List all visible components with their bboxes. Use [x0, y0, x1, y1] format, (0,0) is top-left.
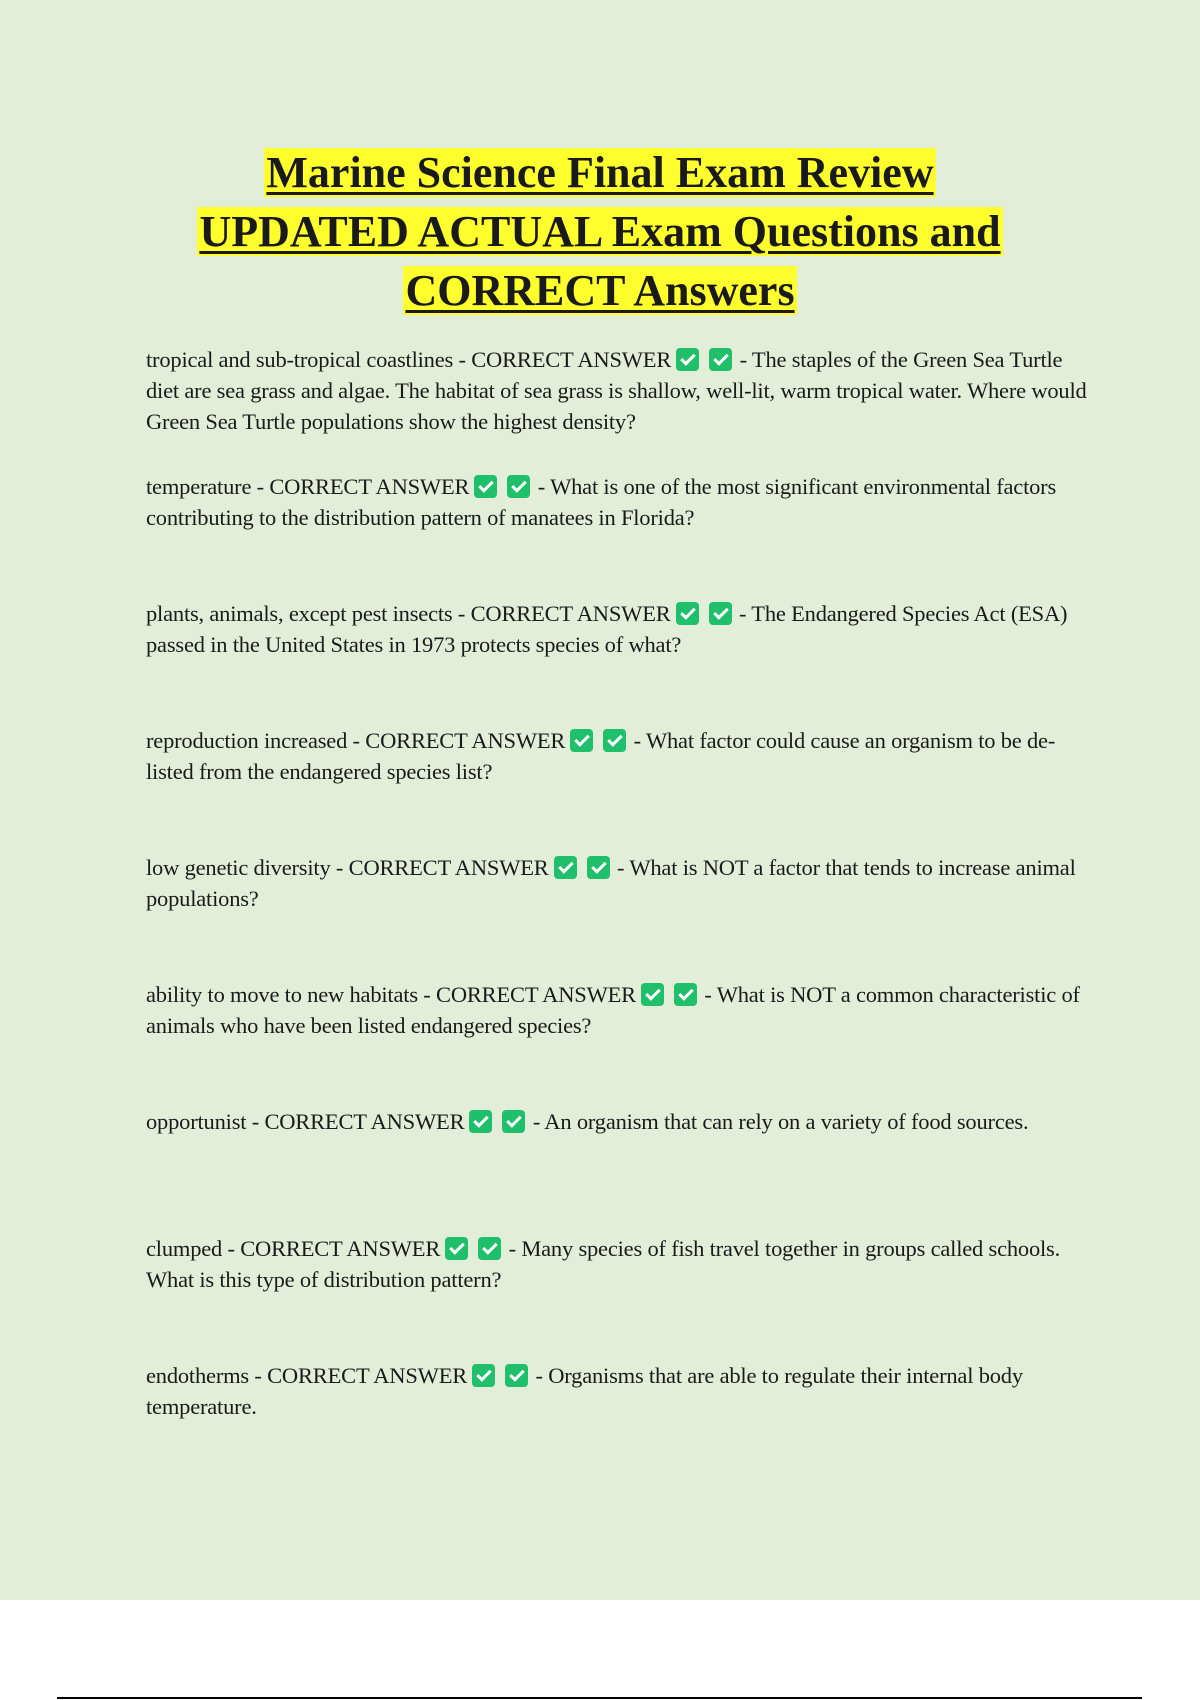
qa-item	[146, 852, 1091, 979]
check-box-icon	[507, 475, 530, 498]
question-text: - What is one of the most significant environmental factors contributing to the distribution pattern of manatees in Florida?	[146, 474, 1057, 530]
question-text: - What is NOT a factor that tends to increase animal populations?	[146, 855, 1076, 911]
check-box-icon	[570, 729, 593, 752]
answer-text: reproduction increased - CORRECT ANSWER	[146, 728, 566, 753]
question-text: - What factor could cause an organism to be de-listed from the endangered species list?	[146, 728, 1056, 784]
question-text: - What is NOT a common characteristic of animals who have been listed endangered species?	[146, 982, 1080, 1038]
answer-text: ability to move to new habitats - CORRECT ANSWER	[146, 982, 636, 1007]
check-box-icon	[709, 602, 732, 625]
qa-item	[146, 1106, 1091, 1233]
check-box-icon	[587, 856, 610, 879]
check-box-icon	[709, 348, 732, 371]
check-box-icon	[469, 1110, 492, 1133]
answer-text: clumped - CORRECT ANSWER	[146, 1236, 441, 1261]
answer-text: low genetic diversity - CORRECT ANSWER	[146, 855, 549, 880]
check-box-icon	[445, 1237, 468, 1260]
check-box-icon	[674, 983, 697, 1006]
qa-list	[146, 344, 1091, 1487]
title-line: UPDATED ACTUAL Exam Questions and	[199, 207, 1001, 256]
question-text: - Organisms that are able to regulate their internal body temperature.	[146, 1363, 1023, 1419]
title-line: CORRECT Answers	[405, 266, 795, 315]
check-box-icon	[676, 602, 699, 625]
check-box-icon	[502, 1110, 525, 1133]
title-line: Marine Science Final Exam Review	[266, 148, 934, 197]
check-box-icon	[554, 856, 577, 879]
qa-item	[146, 725, 1091, 852]
check-box-icon	[505, 1364, 528, 1387]
question-text: - Many species of fish travel together in groups called schools. What is this type of distribution pattern?	[146, 1236, 1061, 1292]
qa-item	[146, 1360, 1091, 1487]
check-box-icon	[474, 475, 497, 498]
qa-item	[146, 598, 1091, 725]
answer-text: endotherms - CORRECT ANSWER	[146, 1363, 468, 1388]
check-box-icon	[641, 983, 664, 1006]
qa-item	[146, 471, 1091, 598]
check-box-icon	[472, 1364, 495, 1387]
answer-text: tropical and sub-tropical coastlines - CORRECT ANSWER	[146, 347, 672, 372]
check-box-icon	[478, 1237, 501, 1260]
document-title	[100, 143, 1100, 320]
answer-text: opportunist - CORRECT ANSWER	[146, 1109, 465, 1134]
qa-item	[146, 344, 1091, 471]
check-box-icon	[676, 348, 699, 371]
answer-text: plants, animals, except pest insects - CORRECT ANSWER	[146, 601, 671, 626]
qa-item	[146, 979, 1091, 1106]
check-box-icon	[603, 729, 626, 752]
question-text: - The Endangered Species Act (ESA) passed in the United States in 1973 protects species of what?	[146, 601, 1068, 657]
qa-item	[146, 1233, 1091, 1360]
question-text: - An organism that can rely on a variety of food sources.	[532, 1109, 1029, 1134]
question-text: - The staples of the Green Sea Turtle diet are sea grass and algae. The habitat of sea grass is shallow, well-lit, warm tropical water. Where would Green Sea Turtle populations show the highest density?	[146, 347, 1087, 434]
answer-text: temperature - CORRECT ANSWER	[146, 474, 470, 499]
page-bottom-rule	[57, 1697, 1142, 1699]
